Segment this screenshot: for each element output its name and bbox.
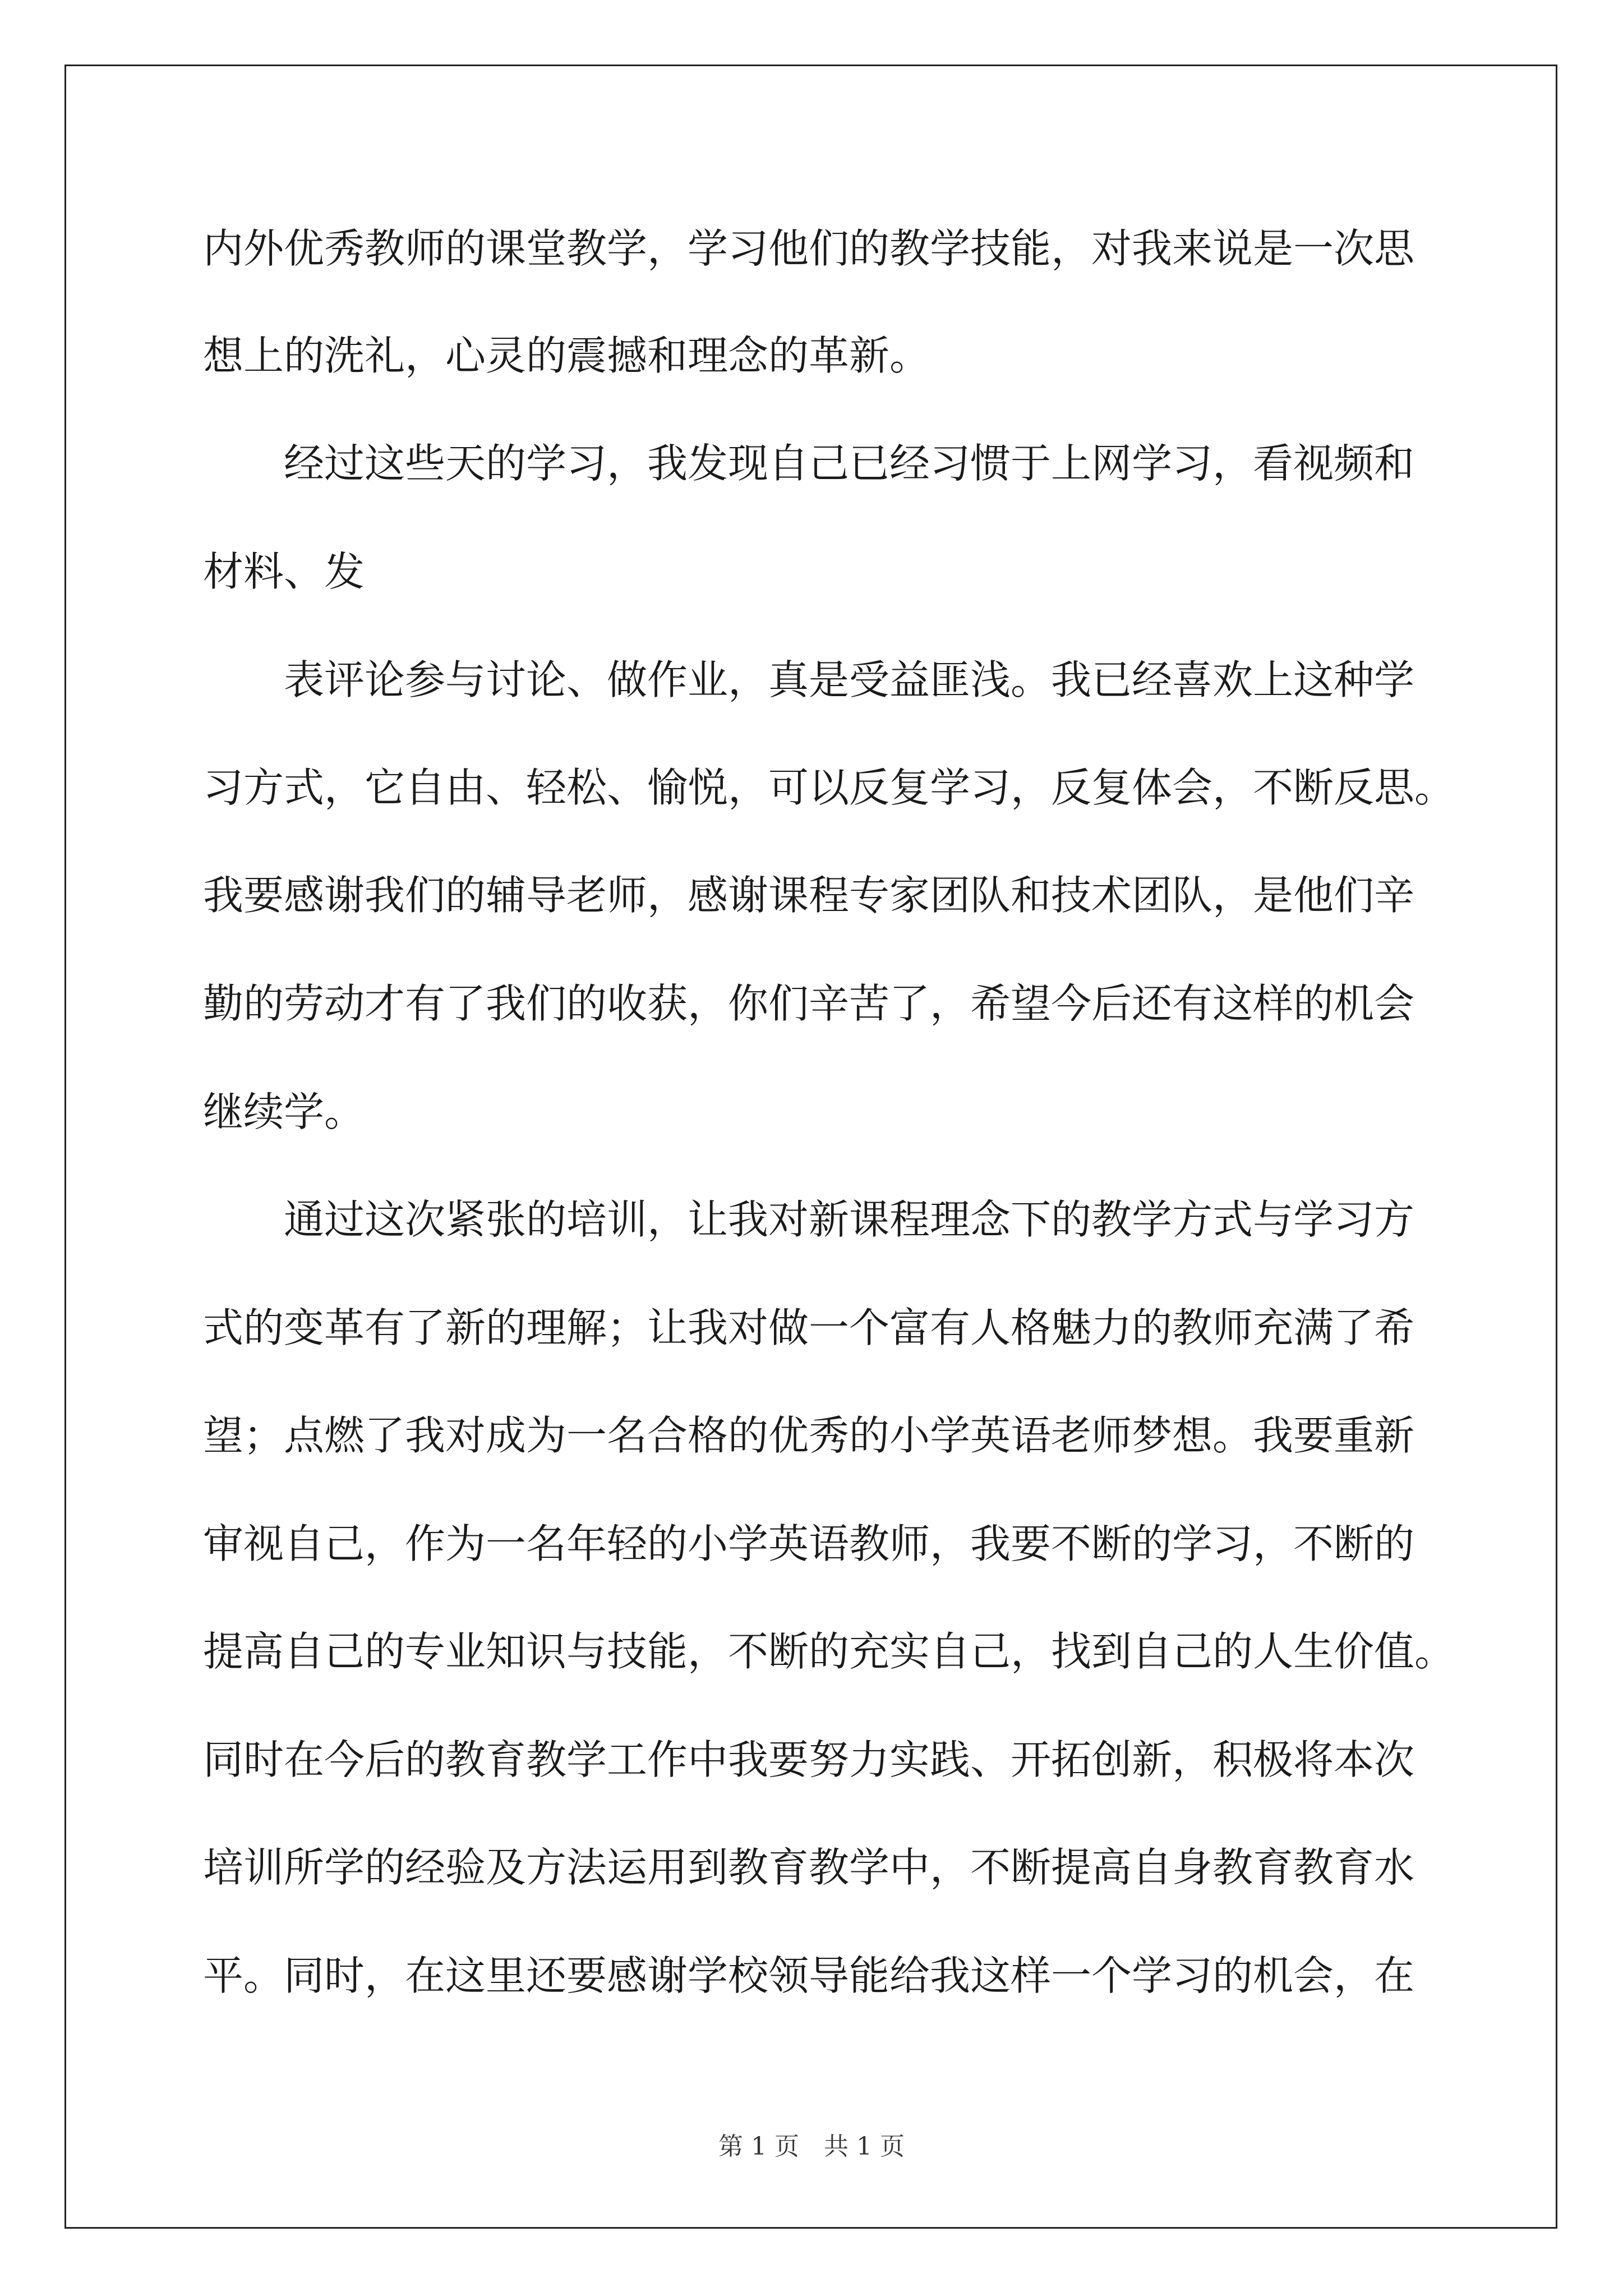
paragraph-start-line: 经过这些天的学习，我发现自己已经习惯于上网学习，看视频和: [284, 440, 1415, 487]
text-line: 式的变革有了新的理解；让我对做一个富有人格魅力的教师充满了希: [203, 1304, 1415, 1351]
text-line: 望；点燃了我对成为一名合格的优秀的小学英语老师梦想。我要重新: [203, 1412, 1415, 1459]
text-line: 勤的劳动才有了我们的收获，你们辛苦了，希望今后还有这样的机会: [203, 980, 1415, 1027]
paragraph-start-line: 表评论参与讨论、做作业，真是受益匪浅。我已经喜欢上这种学: [284, 656, 1415, 703]
text-line: 习方式，它自由、轻松、愉悦，可以反复学习，反复体会，不断反思。: [203, 764, 1455, 811]
text-line: 想上的洗礼，心灵的震撼和理念的革新。: [203, 332, 930, 379]
text-line: 我要感谢我们的辅导老师，感谢课程专家团队和技术团队，是他们辛: [203, 872, 1415, 919]
page-frame: [64, 65, 1557, 2229]
text-line: 提高自己的专业知识与技能，不断的充实自己，找到自己的人生价值。: [203, 1628, 1455, 1675]
text-line: 平。同时，在这里还要感谢学校领导能给我这样一个学习的机会，在: [203, 1952, 1415, 1999]
text-line: 材料、发: [203, 548, 365, 595]
paragraph-start-line: 通过这次紧张的培训，让我对新课程理念下的教学方式与学习方: [284, 1196, 1415, 1243]
page-number-footer: 第 1 页 共 1 页: [718, 2132, 905, 2161]
text-line: 培训所学的经验及方法运用到教育教学中，不断提高自身教育教育水: [203, 1844, 1415, 1891]
text-line: 审视自己，作为一名年轻的小学英语教师，我要不断的学习，不断的: [203, 1520, 1415, 1567]
text-line: 内外优秀教师的课堂教学，学习他们的教学技能，对我来说是一次思: [203, 225, 1415, 272]
text-line: 同时在今后的教育教学工作中我要努力实践、开拓创新，积极将本次: [203, 1736, 1415, 1783]
text-line: 继续学。: [203, 1088, 365, 1135]
